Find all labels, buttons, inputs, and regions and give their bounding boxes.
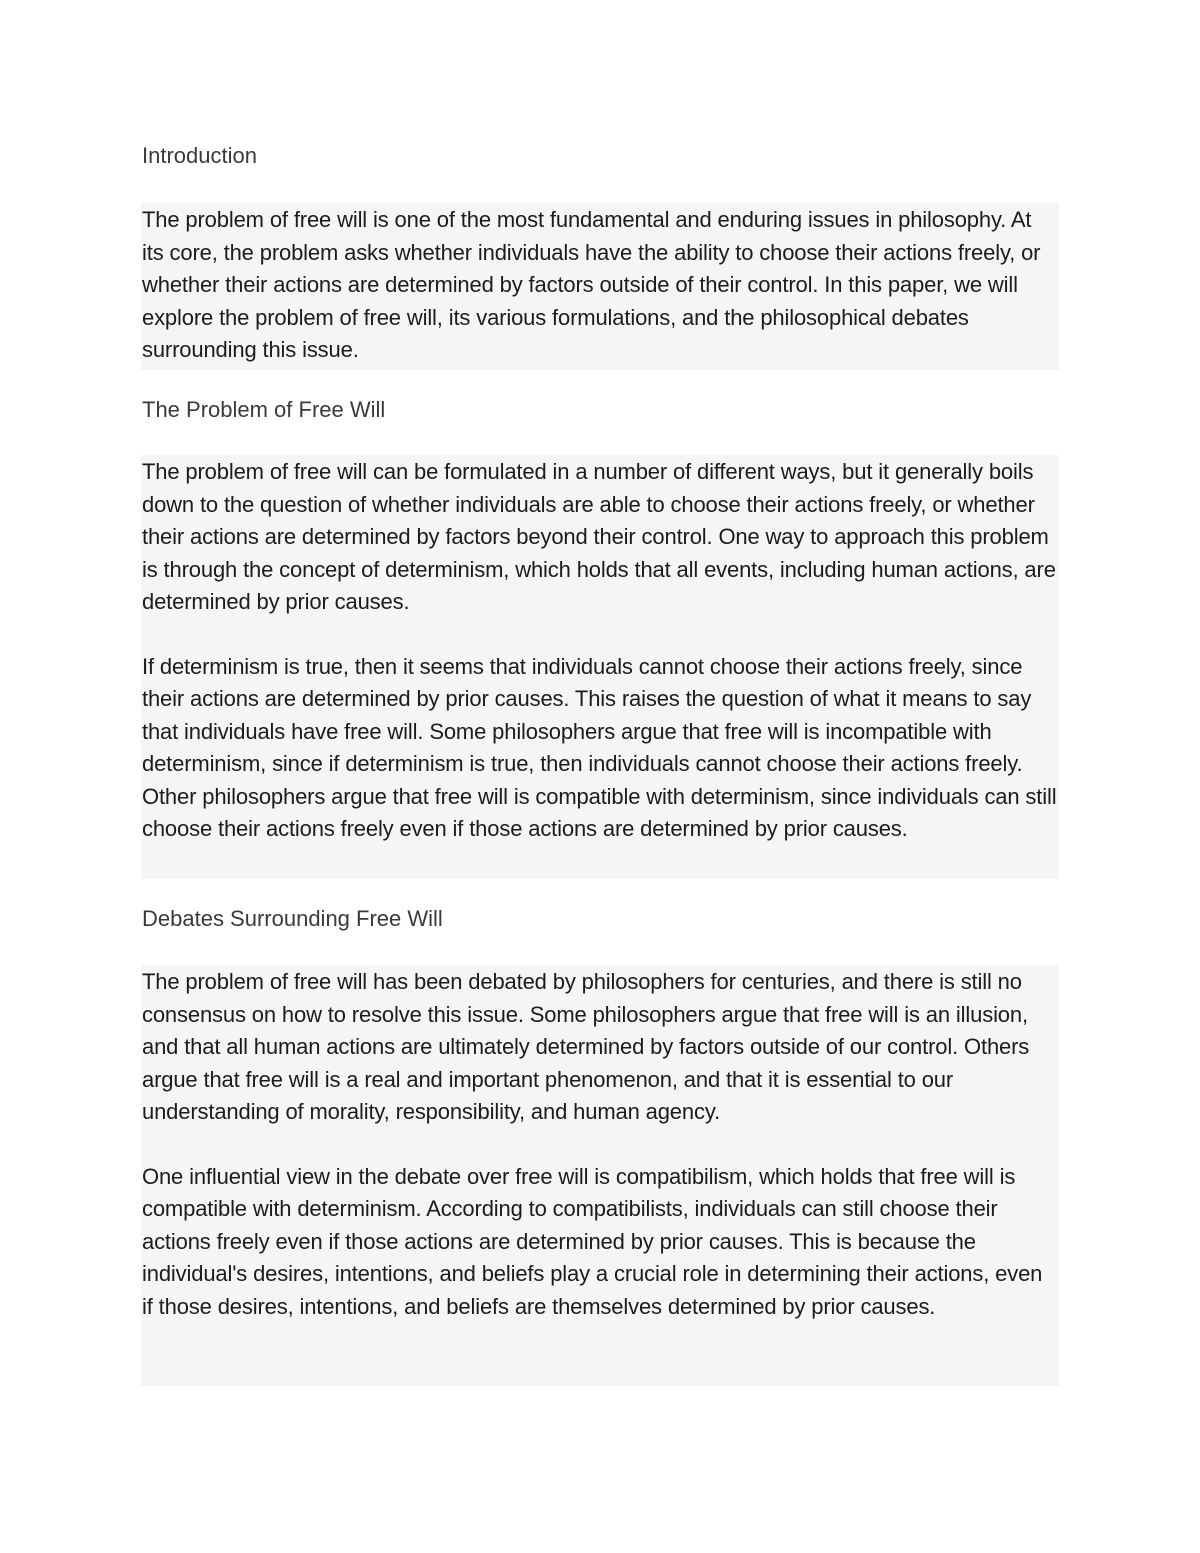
section-heading-problem-of-free-will: The Problem of Free Will bbox=[142, 397, 386, 422]
section-body-introduction bbox=[141, 203, 1059, 370]
section-body-debates bbox=[141, 965, 1059, 1386]
paragraph: The problem of free will can be formulated in a number of different ways, but it generally boils down to the question of whether individuals are able to choose their actions freely, or whether their actions are determined by factors beyond their control. One way to approach this problem is through the concept of determinism, which holds that all events, including human actions, are determined by prior causes. bbox=[142, 459, 1056, 614]
paragraph: The problem of free will has been debated by philosophers for centuries, and there is still no consensus on how to resolve this issue. Some philosophers argue that free will is an illusion, and that all human actions are ultimately determined by factors outside of our control. Others argue that free will is a real and important phenomenon, and that it is essential to our understanding of morality, responsibility, and human agency. bbox=[142, 969, 1030, 1124]
section-heading-introduction: Introduction bbox=[142, 143, 257, 168]
section-body-problem-of-free-will bbox=[141, 455, 1059, 879]
paragraph: If determinism is true, then it seems that individuals cannot choose their actions freely, since their actions are determined by prior causes. This raises the question of what it means to say that individuals have free will. Some philosophers argue that free will is incompatible with determinism, since if determinism is true, then individuals cannot choose their actions freely. Other philosophers argue that free will is compatible with determinism, since individuals can still choose their actions freely even if those actions are determined by prior causes. bbox=[142, 653, 1057, 841]
paragraph: The problem of free will is one of the most fundamental and enduring issues in philosophy. At its core, the problem asks whether individuals have the ability to choose their actions freely, or whether their actions are determined by factors outside of their control. In this paper, we will explore the problem of free will, its various formulations, and the philosophical debates surrounding this issue. bbox=[142, 207, 1041, 362]
paragraph: One influential view in the debate over free will is compatibilism, which holds that free will is compatible with determinism. According to compatibilists, individuals can still choose their actions freely even if those actions are determined by prior causes. This is because the individual's desires, intentions, and beliefs play a crucial role in determining their actions, even if those desires, intentions, and beliefs are themselves determined by prior causes. bbox=[142, 1163, 1043, 1319]
section-heading-debates: Debates Surrounding Free Will bbox=[142, 906, 443, 931]
